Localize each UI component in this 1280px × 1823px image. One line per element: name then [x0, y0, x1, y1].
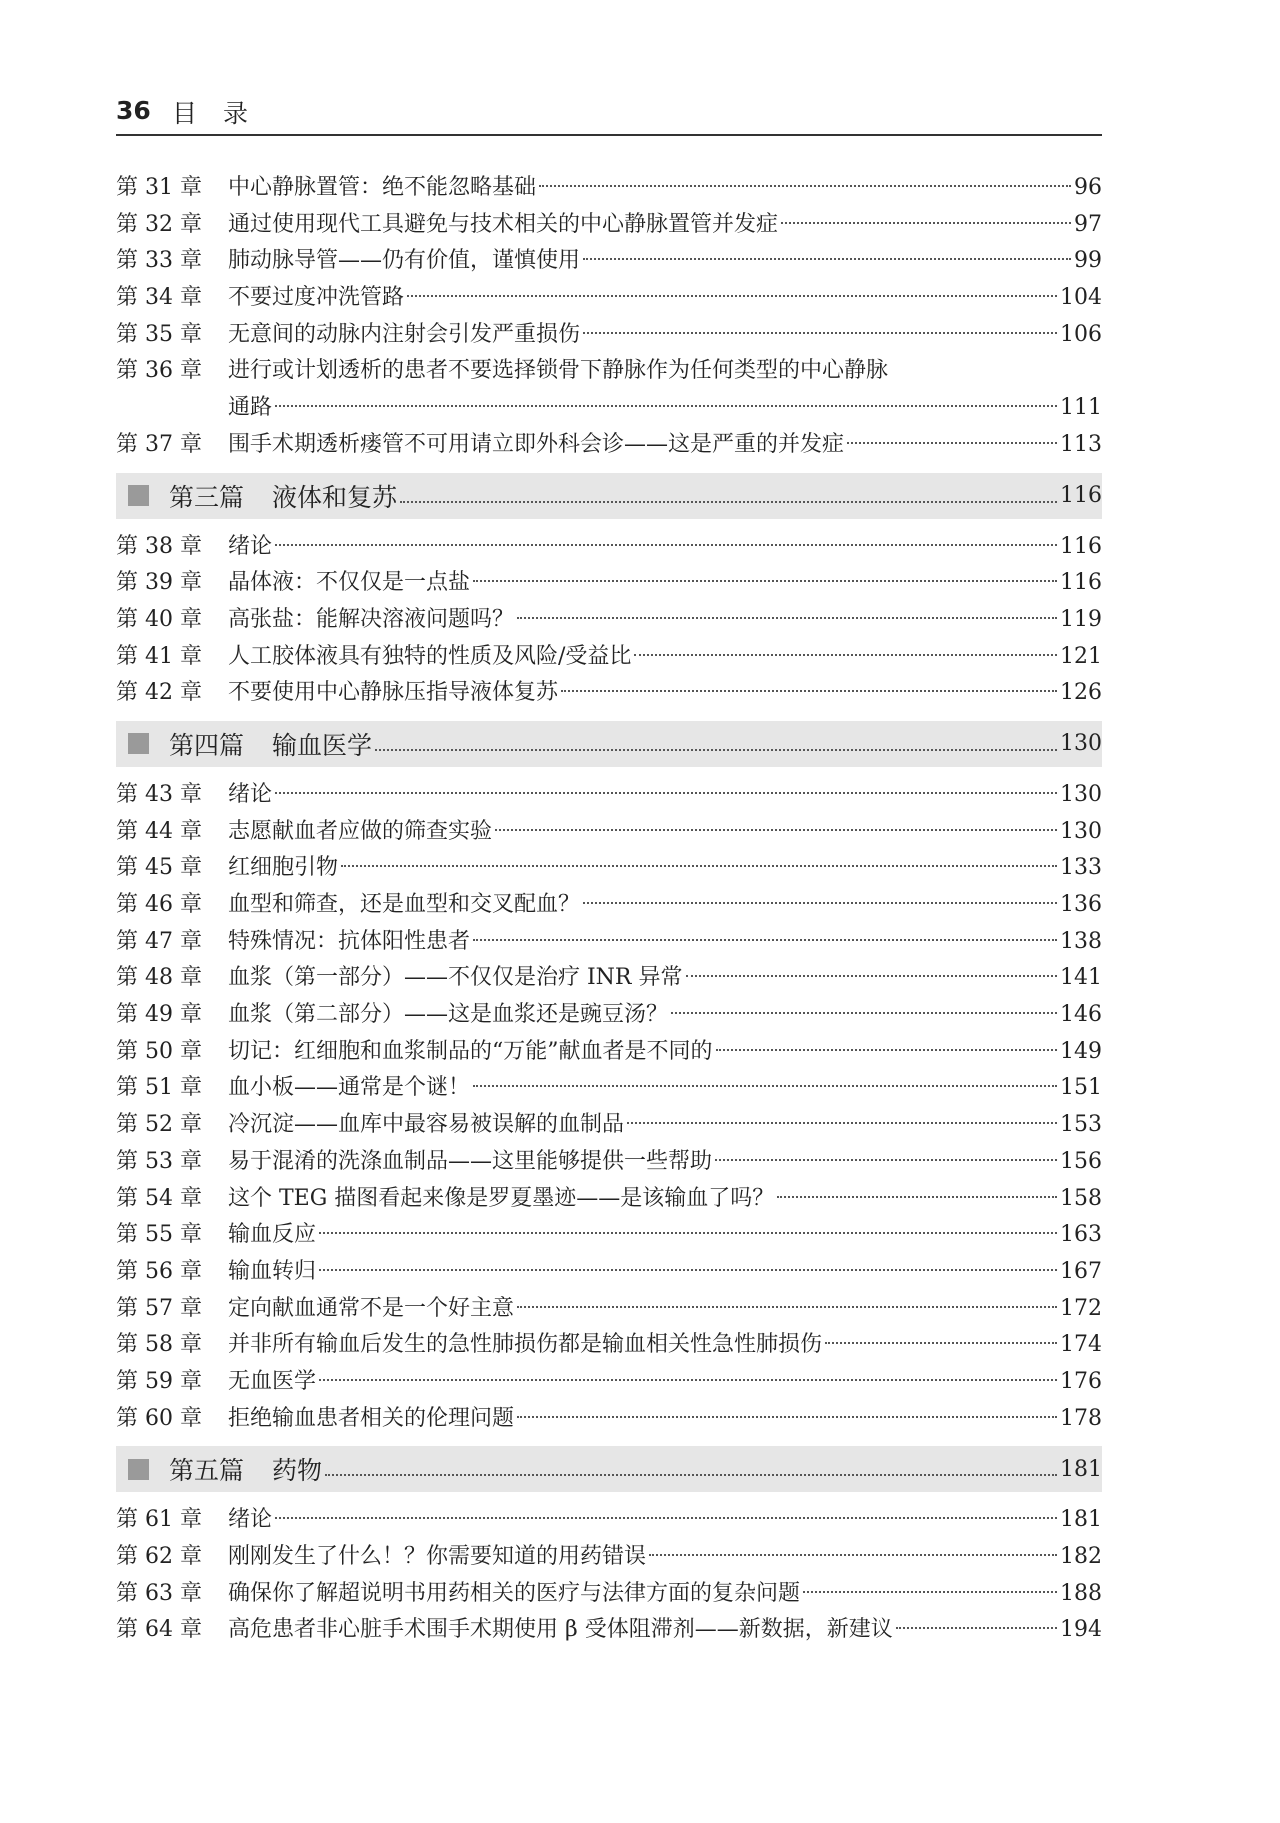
chapter-title: 刚刚发生了什么！？你需要知道的用药错误 [228, 1544, 647, 1569]
page-ref: 176 [1060, 1368, 1102, 1394]
chapter-title: 拒绝输血患者相关的伦理问题 [228, 1405, 515, 1431]
chapter-title: 晶体液：不仅仅是一点盐 [228, 570, 471, 596]
chapter-title-line [228, 814, 1102, 851]
toc-entry[interactable] [116, 1107, 1102, 1144]
chapter-number: 第 60 章 [116, 1405, 202, 1431]
toc-entry[interactable] [116, 924, 1102, 961]
chapter-number: 第 43 章 [116, 781, 202, 807]
dot-leader [341, 865, 1057, 867]
chapter-number: 第 50 章 [116, 1038, 202, 1064]
page-ref: 130 [1060, 731, 1102, 757]
dot-leader [847, 442, 1057, 444]
chapter-title: 确保你了解超说明书用药相关的医疗与法律方面的复杂问题 [228, 1580, 801, 1606]
chapter-number: 第 57 章 [116, 1295, 202, 1321]
toc-entry[interactable] [116, 1576, 1102, 1613]
dot-leader [319, 1269, 1057, 1271]
dot-leader [649, 1554, 1057, 1556]
page-ref: 133 [1060, 855, 1102, 881]
toc-entry[interactable] [116, 207, 1102, 244]
toc-entry[interactable] [116, 170, 1102, 207]
chapter-title: 冷沉淀——血库中最容易被误解的血制品 [228, 1112, 625, 1138]
toc-entry[interactable] [116, 887, 1102, 924]
chapter-title-line [228, 170, 1102, 207]
toc-entry[interactable] [116, 1070, 1102, 1107]
page-ref: 116 [1060, 533, 1102, 559]
dot-leader [275, 405, 1057, 407]
chapter-number: 第 55 章 [116, 1222, 202, 1248]
chapter-title: 人工胶体液具有独特的性质及风险/受益比 [228, 643, 632, 669]
dot-leader [896, 1627, 1057, 1629]
page-number: 36 [116, 96, 151, 125]
dot-leader [275, 792, 1057, 794]
toc-entry[interactable] [116, 529, 1102, 566]
chapter-title: 输血反应 [228, 1222, 317, 1248]
page-ref: 151 [1060, 1075, 1102, 1101]
page-ref: 116 [1060, 483, 1102, 508]
chapter-number: 第 52 章 [116, 1112, 202, 1138]
chapter-title-line [228, 1401, 1102, 1438]
chapter-number: 第 47 章 [116, 928, 202, 954]
page-ref: 163 [1060, 1222, 1102, 1248]
toc-entry[interactable] [116, 1539, 1102, 1576]
toc-entry-continued[interactable] [116, 390, 1102, 427]
toc-entry[interactable] [116, 639, 1102, 676]
chapter-title-line [228, 1144, 1102, 1181]
chapter-title: 血浆（第二部分）——这是血浆还是豌豆汤？ [228, 1002, 669, 1028]
chapter-title-line [228, 1107, 1102, 1144]
chapter-title: 易于混淆的洗涤血制品——这里能够提供一些帮助 [228, 1148, 713, 1174]
part-number: 第三篇 [169, 482, 245, 512]
chapter-title-line [228, 353, 1102, 390]
page-ref: 130 [1060, 818, 1102, 844]
chapter-title-line [228, 1070, 1102, 1107]
dot-leader [686, 975, 1058, 977]
toc-entry[interactable] [116, 1034, 1102, 1071]
dot-leader [583, 332, 1057, 334]
dot-leader [781, 222, 1071, 224]
chapter-number: 第 39 章 [116, 570, 202, 596]
chapter-title-line [228, 1576, 1102, 1613]
toc-entry[interactable] [116, 777, 1102, 814]
toc-entry[interactable] [116, 850, 1102, 887]
toc-entry[interactable] [116, 280, 1102, 317]
chapter-title-line [228, 1217, 1102, 1254]
chapter-number: 第 61 章 [116, 1507, 202, 1533]
toc-entry[interactable] [116, 1612, 1102, 1649]
chapter-title: 无血医学 [228, 1368, 317, 1394]
page-ref: 130 [1060, 781, 1102, 807]
chapter-number: 第 42 章 [116, 680, 202, 706]
chapter-title: 红细胞引物 [228, 855, 339, 881]
toc-entry[interactable] [116, 1327, 1102, 1364]
part-title [169, 726, 372, 762]
chapter-title-line [228, 280, 1102, 317]
page-ref: 146 [1060, 1002, 1102, 1028]
chapter-number: 第 58 章 [116, 1332, 202, 1358]
dot-leader [627, 1122, 1057, 1124]
chapter-number: 第 32 章 [116, 211, 202, 237]
toc-entry[interactable] [116, 1401, 1102, 1438]
chapter-title-line [228, 1502, 1102, 1539]
chapter-title: 不要过度冲洗管路 [228, 285, 405, 311]
chapter-title: 高危患者非心脏手术围手术期使用 β 受体阻滞剂——新数据，新建议 [228, 1617, 893, 1643]
dot-leader [400, 501, 1057, 503]
chapter-title-line [228, 1291, 1102, 1328]
chapter-title: 绪论 [228, 1507, 273, 1533]
page-ref: 153 [1060, 1112, 1102, 1138]
chapter-title: 这个 TEG 描图看起来像是罗夏墨迹——是该输血了吗？ [228, 1185, 775, 1211]
chapter-title-line [228, 1181, 1102, 1218]
chapter-title: 特殊情况：抗体阳性患者 [228, 928, 471, 954]
chapter-number: 第 40 章 [116, 606, 202, 632]
part-marker-square [128, 733, 149, 754]
chapter-number: 第 46 章 [116, 892, 202, 917]
chapter-title-continued: 通路 [228, 395, 273, 421]
chapter-title: 输血转归 [228, 1258, 317, 1284]
chapter-number: 第 36 章 [116, 358, 202, 384]
dot-leader [375, 749, 1057, 751]
page-ref: 172 [1060, 1295, 1102, 1321]
chapter-title: 切记：红细胞和血浆制品的“万能”献血者是不同的 [228, 1038, 713, 1064]
page-ref: 194 [1060, 1617, 1102, 1643]
toc-entry[interactable] [116, 427, 1102, 464]
chapter-number: 第 59 章 [116, 1368, 202, 1394]
chapter-title-line [228, 427, 1102, 464]
dot-leader [495, 829, 1057, 831]
dot-leader [517, 1416, 1057, 1418]
dot-leader [716, 1049, 1058, 1051]
toc-entry[interactable] [116, 675, 1102, 712]
running-header [116, 92, 1102, 136]
chapter-number: 第 33 章 [116, 248, 202, 274]
dot-leader [407, 295, 1057, 297]
chapter-title: 志愿献血者应做的筛查实验 [228, 818, 493, 844]
chapter-title: 肺动脉导管——仍有价值，谨慎使用 [228, 248, 581, 274]
page-ref: 158 [1060, 1185, 1102, 1211]
toc-entry[interactable] [116, 1144, 1102, 1181]
chapter-title-line [228, 1364, 1102, 1401]
chapter-title-line [228, 675, 1102, 712]
chapter-number: 第 34 章 [116, 285, 202, 311]
chapter-title-line [228, 887, 1102, 924]
chapter-number: 第 48 章 [116, 965, 202, 991]
page-ref: 106 [1060, 321, 1102, 347]
page-ref: 121 [1060, 643, 1102, 669]
chapter-title-line [228, 1034, 1102, 1071]
dot-leader [583, 902, 1057, 904]
page-ref: 96 [1074, 175, 1102, 200]
toc-entry[interactable] [116, 317, 1102, 354]
chapter-title: 围手术期透析瘘管不可用请立即外科会诊——这是严重的并发症 [228, 431, 845, 457]
part-heading[interactable] [116, 721, 1102, 767]
chapter-number: 第 49 章 [116, 1002, 202, 1028]
dot-leader [583, 258, 1071, 260]
toc-entry[interactable] [116, 565, 1102, 602]
chapter-title-line [228, 997, 1102, 1034]
dot-leader [319, 1232, 1057, 1234]
page-ref: 104 [1060, 285, 1102, 311]
dot-leader [561, 690, 1057, 692]
part-heading[interactable] [116, 1446, 1102, 1492]
part-number: 第四篇 [169, 730, 245, 760]
dot-leader [539, 185, 1071, 187]
dot-leader [473, 580, 1057, 582]
chapter-title: 通过使用现代工具避免与技术相关的中心静脉置管并发症 [228, 211, 779, 237]
chapter-number: 第 35 章 [116, 321, 202, 347]
toc-entry[interactable] [116, 1364, 1102, 1401]
page-ref: 174 [1060, 1332, 1102, 1358]
part-name: 输血医学 [272, 730, 373, 760]
page-ref: 188 [1060, 1580, 1102, 1606]
dot-leader [671, 1012, 1057, 1014]
page-ref: 167 [1060, 1258, 1102, 1284]
dot-leader [319, 1379, 1057, 1381]
page-ref: 182 [1060, 1544, 1102, 1569]
toc-entry[interactable] [116, 997, 1102, 1034]
dot-leader [325, 1474, 1057, 1476]
dot-leader [517, 1306, 1057, 1308]
toc-entry[interactable] [116, 353, 1102, 390]
toc-entry[interactable] [116, 602, 1102, 639]
chapter-number: 第 51 章 [116, 1075, 202, 1101]
chapter-number: 第 38 章 [116, 533, 202, 559]
chapter-title-line [228, 317, 1102, 354]
chapter-number: 第 56 章 [116, 1258, 202, 1284]
chapter-title-line [228, 1539, 1102, 1576]
chapter-title: 不要使用中心静脉压指导液体复苏 [228, 680, 559, 706]
page-ref: 99 [1074, 248, 1102, 274]
toc-entry[interactable] [116, 1254, 1102, 1291]
dot-leader [777, 1196, 1057, 1198]
dot-leader [275, 544, 1057, 546]
dot-leader [517, 617, 1057, 619]
chapter-title: 血小板——通常是个谜！ [228, 1075, 471, 1101]
chapter-number: 第 37 章 [116, 431, 202, 457]
toc-entry[interactable] [116, 1502, 1102, 1539]
dot-leader [715, 1159, 1057, 1161]
chapter-title-line [228, 924, 1102, 961]
chapter-title-line [228, 960, 1102, 997]
toc-entry[interactable] [116, 1291, 1102, 1328]
chapter-title: 高张盐：能解决溶液问题吗？ [228, 606, 515, 632]
page-ref: 136 [1060, 892, 1102, 917]
chapter-title-line [228, 529, 1102, 566]
chapter-title-line [228, 850, 1102, 887]
page-ref: 119 [1060, 606, 1102, 632]
chapter-title-line [228, 1254, 1102, 1291]
chapter-number: 第 53 章 [116, 1148, 202, 1174]
chapter-number: 第 44 章 [116, 818, 202, 844]
chapter-number: 第 45 章 [116, 855, 202, 881]
chapter-number: 第 64 章 [116, 1617, 202, 1643]
chapter-title-line [228, 390, 1102, 427]
part-number: 第五篇 [169, 1456, 245, 1486]
dot-leader [803, 1591, 1057, 1593]
chapter-number: 第 41 章 [116, 643, 202, 669]
running-head-title: 目录 [172, 99, 275, 128]
chapter-title-line [228, 1612, 1102, 1649]
chapter-title-line [228, 777, 1102, 814]
page-ref: 113 [1060, 431, 1102, 457]
table-of-contents [116, 170, 1102, 1649]
page-ref: 97 [1074, 211, 1102, 237]
part-name: 药物 [272, 1456, 323, 1486]
chapter-title: 进行或计划透析的患者不要选择锁骨下静脉作为任何类型的中心静脉 [228, 358, 889, 384]
chapter-number: 第 31 章 [116, 175, 202, 200]
page-ref: 181 [1060, 1456, 1102, 1482]
page-ref: 126 [1060, 680, 1102, 706]
page-ref: 116 [1060, 570, 1102, 596]
chapter-title-line [228, 207, 1102, 244]
part-title [169, 478, 397, 514]
chapter-number: 第 62 章 [116, 1544, 202, 1569]
chapter-number: 第 54 章 [116, 1185, 202, 1211]
page-ref: 156 [1060, 1148, 1102, 1174]
chapter-title-line [228, 565, 1102, 602]
page-ref: 141 [1060, 965, 1102, 991]
chapter-title-line [228, 602, 1102, 639]
chapter-title: 血型和筛查，还是血型和交叉配血？ [228, 892, 581, 917]
dot-leader [473, 1085, 1057, 1087]
chapter-title: 绪论 [228, 533, 273, 559]
dot-leader [825, 1342, 1057, 1344]
dot-leader [634, 654, 1057, 656]
toc-entry[interactable] [116, 1181, 1102, 1218]
chapter-title: 绪论 [228, 781, 273, 807]
dot-leader [473, 939, 1057, 941]
part-marker-square [128, 485, 149, 506]
toc-entry[interactable] [116, 814, 1102, 851]
chapter-title-line [228, 243, 1102, 280]
toc-entry[interactable] [116, 960, 1102, 997]
part-name: 液体和复苏 [272, 482, 398, 512]
chapter-title: 血浆（第一部分）——不仅仅是治疗 INR 异常 [228, 965, 683, 991]
part-marker-square [128, 1459, 149, 1480]
chapter-title: 并非所有输血后发生的急性肺损伤都是输血相关性急性肺损伤 [228, 1332, 823, 1358]
page-ref: 111 [1060, 395, 1102, 421]
page-ref: 149 [1060, 1038, 1102, 1064]
chapter-title: 无意间的动脉内注射会引发严重损伤 [228, 321, 581, 347]
chapter-title: 定向献血通常不是一个好主意 [228, 1295, 515, 1321]
part-title [169, 1451, 322, 1487]
chapter-title-line [228, 639, 1102, 676]
dot-leader [275, 1517, 1057, 1519]
chapter-title-line [228, 1327, 1102, 1364]
chapter-number: 第 63 章 [116, 1580, 202, 1606]
chapter-title: 中心静脉置管：绝不能忽略基础 [228, 175, 537, 200]
page-ref: 178 [1060, 1405, 1102, 1431]
toc-entry[interactable] [116, 1217, 1102, 1254]
page-ref: 181 [1060, 1507, 1102, 1533]
toc-entry[interactable] [116, 243, 1102, 280]
page-ref: 138 [1060, 928, 1102, 954]
part-heading[interactable] [116, 473, 1102, 519]
